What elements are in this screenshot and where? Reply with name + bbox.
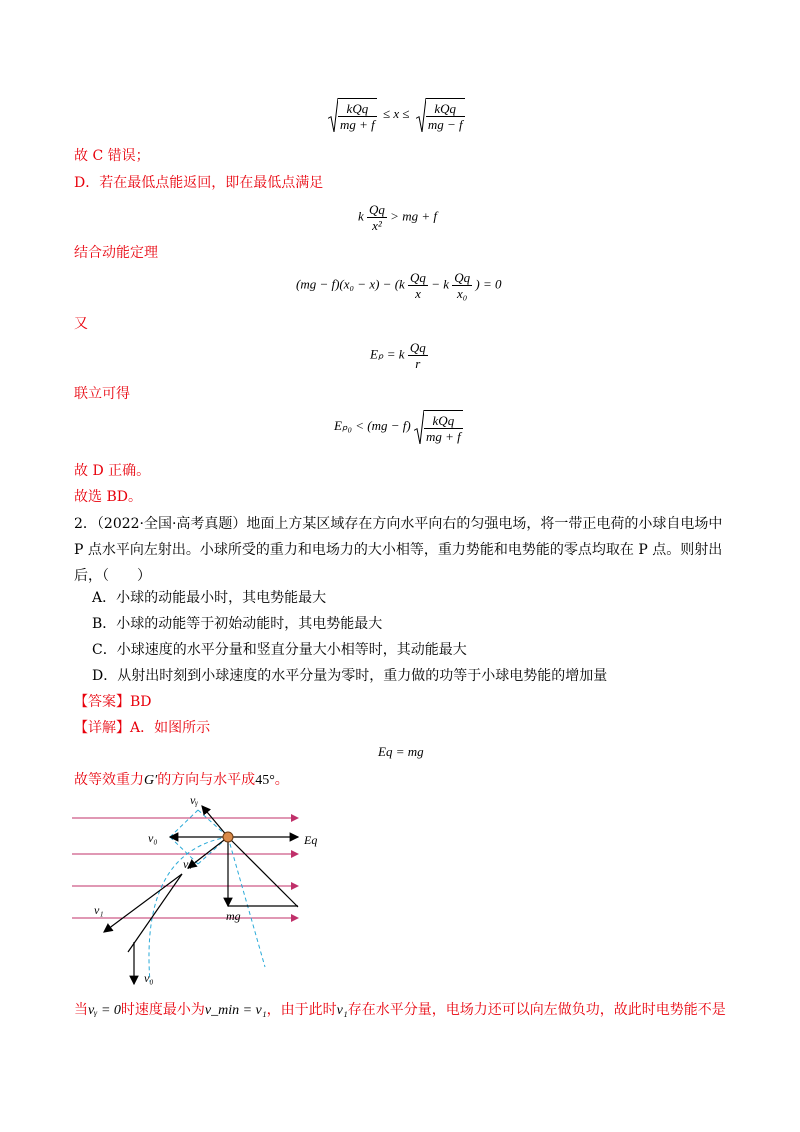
text-kinetic-theorem: 结合动能定理: [74, 245, 158, 261]
text-choose-bd: 故选 BD。: [74, 489, 142, 505]
text-also: 又: [74, 316, 88, 332]
equation-lhs: (mg − f)(x₀ − x) − (k: [296, 276, 405, 292]
sqrt-sign-icon: [414, 410, 424, 444]
text-d-correct: 故 D 正确。: [74, 463, 151, 479]
text-part: 时速度最小为: [120, 1002, 205, 1018]
question-2-line-2: P 点水平向左射出。小球所受的重力和电场力的大小相等，重力势能和电势能的零点均取在 P 点。则射出: [74, 542, 723, 558]
label-vx: vₓ: [183, 857, 192, 871]
fraction-numerator: kQq: [338, 101, 377, 117]
option-a: A．小球的动能最小时，其电势能最大: [92, 590, 327, 606]
fraction-denominator: x: [415, 286, 421, 301]
fraction-numerator: kQq: [426, 101, 465, 117]
label-mg: mg: [226, 909, 241, 923]
text-equivalent-gravity: [74, 770, 289, 791]
fraction-denominator: r: [415, 356, 421, 371]
equation-rhs: ) = 0: [475, 276, 502, 292]
symbol-gprime: G′: [144, 773, 158, 788]
vector-v1: [104, 874, 182, 932]
equation-lowest-point: [358, 202, 437, 233]
answer-line: 【答案】BD: [74, 694, 152, 710]
sqrt-sign-icon: [416, 98, 426, 132]
text-part: 的方向与水平成: [157, 772, 256, 788]
text-part: 故等效重力: [74, 772, 144, 788]
fraction-numerator: Qq: [410, 270, 426, 285]
label-v1: v₁: [94, 903, 104, 917]
symbol-vy-zero: vᵧ = 0: [88, 1003, 121, 1018]
equation-kinetic: [296, 270, 501, 301]
dashed-vy: [170, 810, 198, 837]
label-eq: Eq: [304, 833, 318, 847]
option-d: D．从射出时刻到小球速度的水平分量为零时，重力做的功等于小球电势能的增加量: [92, 668, 608, 684]
fraction-denominator: mg + f: [425, 429, 461, 444]
text-d-intro: D．若在最低点能返回，即在最低点满足: [74, 175, 324, 191]
text-combine: 联立可得: [74, 386, 130, 402]
sqrt-sign-icon: [328, 98, 338, 132]
equation-lhs: Eₚ₀ < (mg − f): [334, 417, 411, 433]
fraction-numerator: kQq: [424, 413, 463, 429]
fraction-numerator: Qq: [454, 270, 471, 285]
text-last-line: [74, 1000, 726, 1021]
detail-line: 【详解】A．如图所示: [74, 720, 211, 736]
text-part: 。: [274, 772, 289, 788]
dashed-diagonal: [228, 837, 265, 967]
symbol-v1: v₁: [336, 1003, 348, 1018]
inequality: ≤ x ≤: [383, 105, 410, 121]
equation-lhs: Eₚ = k: [370, 346, 405, 362]
fraction-numerator: Qq: [409, 340, 426, 355]
label-v0-top: v₀: [148, 831, 158, 845]
force-diagram: [70, 792, 330, 992]
option-b: B．小球的动能等于初始动能时，其电势能最大: [92, 616, 383, 632]
label-v0-bottom: v₀: [144, 971, 154, 985]
equation-eq-mg: Eq = mg: [378, 744, 424, 759]
vector-vx: [188, 837, 228, 868]
fraction-denominator: x²: [372, 218, 382, 233]
option-c: C．小球速度的水平分量和竖直分量大小相等时，其动能最大: [92, 642, 467, 658]
text-part: 存在水平分量，电场力还可以向左做负功，故此时电势能不是: [347, 1002, 726, 1018]
question-2-line-1: 2．（2022·全国·高考真题）地面上方某区域存在方向水平向右的匀强电场，将一带正电荷的小球自电场中: [74, 516, 723, 532]
fraction-denominator: x₀: [457, 286, 468, 301]
equation-range: [328, 98, 465, 132]
fraction-denominator: mg + f: [340, 117, 375, 132]
vector-resultant: [228, 837, 298, 907]
vectors: [104, 806, 298, 984]
vector-vy: [202, 806, 228, 837]
operator-minus-k: − k: [431, 276, 449, 292]
fraction-numerator: Qq: [369, 202, 385, 217]
equation-potential: [370, 340, 428, 371]
text-part: 当: [74, 1002, 88, 1018]
dashed-top: [198, 810, 228, 837]
question-2-line-3: 后，（ ）: [74, 568, 151, 584]
symbol-angle: 45°: [255, 773, 275, 788]
symbol-vmin: v_min = v₁: [204, 1003, 267, 1018]
text-c-wrong: 故 C 错误；: [74, 148, 150, 164]
equation-rhs: > mg + f: [390, 208, 437, 224]
ball-icon: [223, 832, 233, 842]
label-vy: vᵧ: [190, 793, 199, 807]
text-part: ，由于此时: [266, 1002, 337, 1018]
symbol-k: k: [358, 208, 364, 224]
equation-result: [334, 410, 463, 444]
fraction-denominator: mg − f: [427, 117, 463, 132]
